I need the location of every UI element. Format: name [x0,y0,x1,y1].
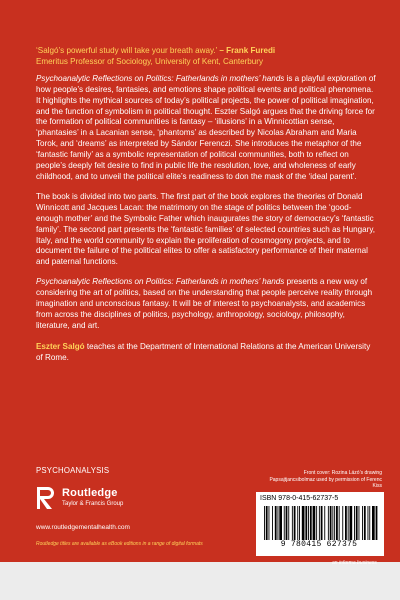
author-bio-text: teaches at the Department of International Relations at the American University of Rome. [36,341,371,362]
author-bio [36,342,378,364]
ebook-note: Routledge titles are available as eBook editions in a range of digital formats [36,541,203,547]
barcode-bar [342,506,343,540]
barcode-bar [332,506,333,540]
barcode-bar [368,506,369,540]
barcode-bar [266,506,268,540]
barcode-bar [376,506,378,540]
author-name: Eszter Salgó [36,341,85,351]
barcode-bar [279,506,282,540]
cover-credit-line-2: Papsajtjancsibolmaz used by permission of Ferenc Kiss [269,476,382,489]
description-paragraph-2 [36,192,378,268]
barcode-bar [310,506,312,540]
paragraph-text: presents a new way of considering the art of politics, based on the understanding that people perceive reality through imagination and unconscious fantasy. It will be of interest to psychoanalysts, and academics from across the disciplines of politics, psychology, anthropology, sociology, philosophy, literature, and art. [36,277,373,330]
book-title-italic: Psychoanalytic Reflections on Politics: Fatherlands in mothers’ hands [36,73,285,83]
paragraph-text: The book is divided into two parts. The first part of the book explores the theories of Donald Winnicott and Jacques Lacan: the matrimony on the stage of politics between the ‘good-enough mother’ and the Symbolic Father which inaugurates the story of democracy’s ‘fantastic family’. The second part presents the ‘fantastic families’ of selected countries such as Hungary, Italy, and the world community to explain the proliferation of cosmogony projects, and to document the failure of the political elites to offer a satisfactory performance of their maternal and paternal functions. [36,191,376,267]
barcode-bar [330,506,332,540]
barcode-bar [369,506,370,540]
barcode-bar [275,506,277,540]
barcode-bar [292,506,293,540]
barcode-bar [288,506,289,540]
publisher-website: www.routledgementalhealth.com [36,524,130,531]
subject-category: PSYCHOANALYSIS [36,466,110,475]
routledge-logo-icon [36,485,58,511]
quote-text: ‘Salgó’s powerful study will take your breath away.’ [36,46,218,55]
barcode-bar [278,506,279,540]
barcode-bar [356,506,358,540]
blurb [36,46,378,373]
barcode-bar [284,506,285,540]
barcode-bar [336,506,338,540]
barcode-bar [308,506,309,540]
barcode-bar [299,506,300,540]
endorsement-quote [36,46,378,68]
paragraph-text: is a playful exploration of how people’s desires, fantasies, and emotions shape political events and political phenomena. It highlights the mythical sources of today’s political projects, the power of political imagination, and the function of symbolism in political thought. Eszter Salgó argues that the driving force for the formation of political communities is fantasy – ‘illusions’ in a Winnicottian sense, ‘phantasies’ in a Lacanian sense, ‘phantoms’ as described by Nicolas Abraham and Maria Torok, and ‘dreams’ as interpreted by Sándor Ferenczi. She introduces the metaphor of the ‘fantastic family’ as a symbolic representation of political communities, both to reflect on people’s deeply felt desire to find in public life the resolution, love, and wholeness of early childhood, and to unveil the political elite’s readiness to don the mask of the ‘ideal parent’. [36,73,376,181]
barcode-bar [348,506,349,540]
informa-business-note: an informa business [332,560,377,566]
barcode-bar [334,506,335,540]
barcode-bar [328,506,329,540]
barcode-bar [294,506,296,540]
quote-author-role: Emeritus Professor of Sociology, University of Kent, Canterbury [36,56,264,66]
barcode-bar [302,506,305,540]
barcode-bar [269,506,270,540]
barcode-bar [324,506,325,540]
barcode-bar [354,506,355,540]
barcode-bar [297,506,298,540]
barcode-digits: 9 780415 627375 [280,540,358,549]
barcode-bar [319,506,320,540]
barcode-bar [286,506,288,540]
publisher-logo [36,485,186,517]
publisher-group: Taylor & Francis Group [62,501,124,507]
barcode-bar [339,506,340,540]
barcode-bar [305,506,307,540]
description-paragraph-3 [36,277,378,332]
barcode-bar [264,506,265,540]
barcode-bar [372,506,375,540]
cover-credit [262,470,382,490]
book-title-italic: Psychoanalytic Reflections on Politics: Fatherlands in mothers’ hands [36,277,285,287]
barcode-bar [321,506,323,540]
barcode-icon [262,506,378,540]
barcode-bar [316,506,317,540]
barcode-bar [350,506,353,540]
barcode-bar [359,506,360,540]
barcode-bar [362,506,363,540]
description-paragraph-1 [36,74,378,183]
barcode-panel [256,492,384,556]
quote-author: – Frank Furedi [219,46,276,55]
barcode-bar [364,506,366,540]
barcode-bar [345,506,347,540]
barcode-bar [313,506,316,540]
cover-credit-line-1: Front cover: Rozina Lázó’s drawing [303,470,382,476]
publisher-name: Routledge [62,487,118,499]
barcode-bar [272,506,273,540]
isbn-label: ISBN 978-0-415-62737-5 [260,495,339,502]
